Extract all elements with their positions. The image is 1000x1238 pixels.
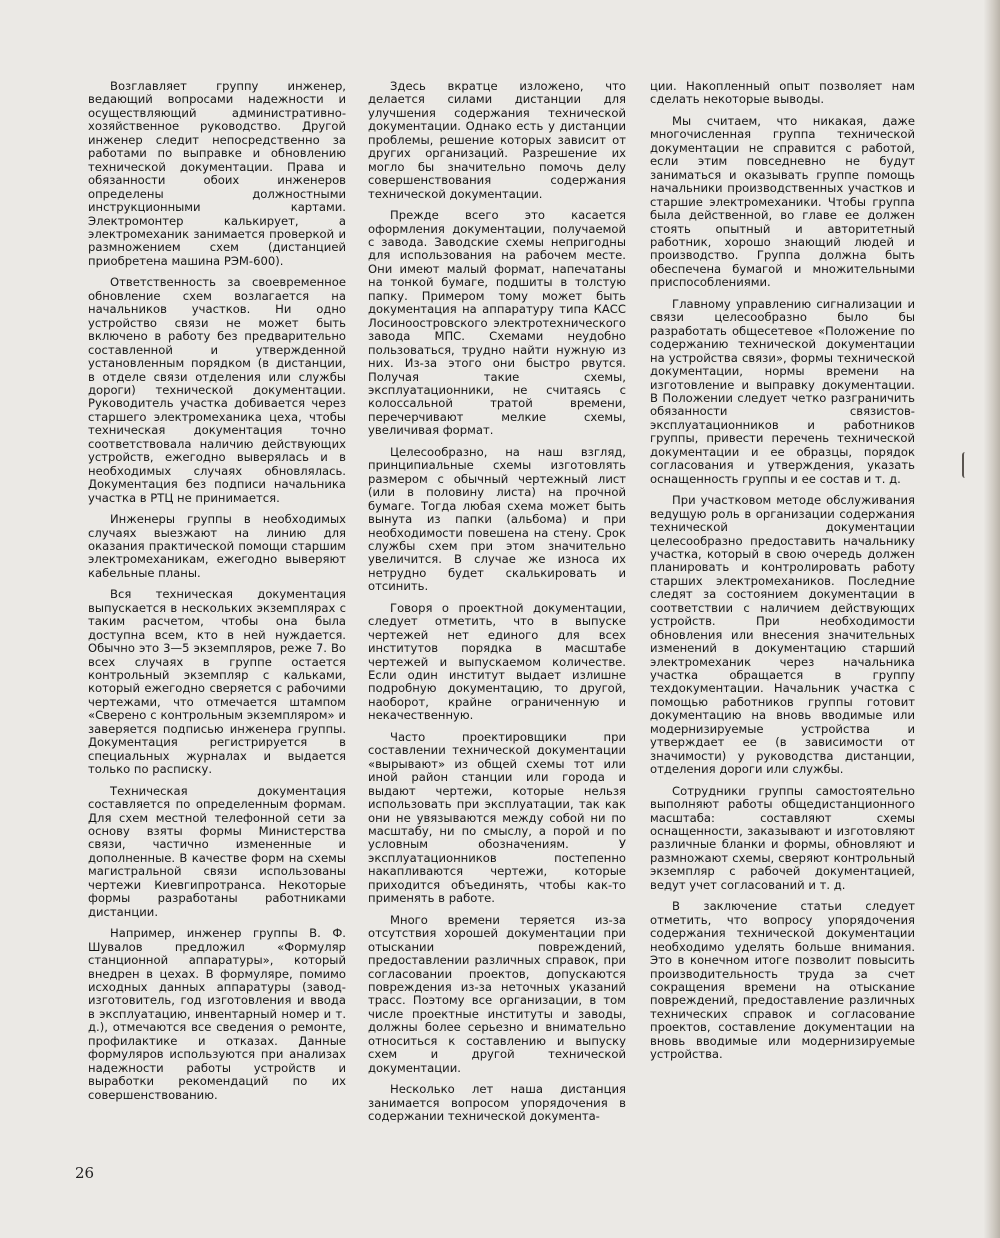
paragraph-continuation: ции. Накопленный опыт позволяет нам сделать некоторые выводы. (650, 79, 915, 107)
text-column-right (650, 80, 915, 1070)
binding-mark (962, 452, 969, 478)
paragraph: Например, инженер группы В. Ф. Шувалов предложил «Формуляр станционной аппаратуры», который внедрен в цехах. В формуляре, помимо исходных данных аппаратуры (завод-изготовитель, год изготовления и ввода в эксплуатацию, инвентарный номер и т. д.), отмечаются все сведения о ремонте, профилактике и отказах. Данные формуляров используются при анализах надежности работы устройств и выработки рекомендаций по их совершенствованию. (88, 926, 346, 1102)
paragraph: Сотрудники группы самостоятельно выполняют работы общедистанционного масштаба: составляют схемы оснащенности, заказывают и изготовляют различные бланки и формы, обновляют и размножают схемы, сверяют контрольный экземпляр с рабочей документацией, ведут учет согласований и т. д. (650, 783, 915, 892)
text-column-middle (368, 80, 626, 1132)
paragraph: Техническая документация составляется по определенным формам. Для схем местной телефонной сети за основу взяты формы Министерства связи, частично измененные и дополненные. В качестве форм на схемы магистральной связи использованы чертежи Киевгипротранса. Некоторые формы разработаны работниками дистанции. (88, 783, 346, 919)
page-number: 26 (75, 1164, 95, 1182)
paragraph: Мы считаем, что никакая, даже многочисленная группа технической документации не справится с работой, если этим повседневно не будут заниматься и оказывать группе помощь начальники производственных участков и старшие электромеханики. Чтобы группа была действенной, во главе ее должен стоять опытный и авторитетный работник, хорошо знающий людей и производство. Группа должна быть обеспечена бумагой и множительными приспособлениями. (650, 113, 915, 290)
paragraph: Много времени теряется из-за отсутствия хорошей документации при отыскании повреждений, предоставлении различных справок, при согласовании проектов, допускаются повреждения из-за неточных указаний трасс. Поэтому все организации, в том числе проектные институты и заводы, должны более серьезно и внимательно относиться к составлению и выпуску схем и другой технической документации. (368, 912, 626, 1075)
paragraph: Говоря о проектной документации, следует отметить, что в выпуске чертежей нет единого для всех институтов порядка в масштабе чертежей и выпускаемом количестве. Если один институт выдает излишне подробную документацию, то другой, наоборот, крайне ограниченную и некачественную. (368, 600, 626, 723)
paragraph: Прежде всего это касается оформления документации, получаемой с завода. Заводские схемы непригодны для использования на рабочем месте. Они имеют малый формат, напечатаны на тонкой бумаге, подшиты в толстую папку. Примером тому может быть документация на аппаратуру типа КАСС Лосиноостровского электротехнического завода МПС. Схемами неудобно пользоваться, трудно найти нужную из них. Из-за этого они быстро рвутся. Получая такие схемы, эксплуатационники, не считаясь с колоссальной тратой времени, перечерчивают мелкие схемы, увеличивая формат. (368, 208, 626, 438)
paragraph: Ответственность за своевременное обновление схем возлагается на начальников участков. Ни одно устройство связи не может быть включено в работу без предварительно составленной и утвержденной установленным порядком (в дистанции, в отделе связи отделения или службы дороги) технической документации. Руководитель участка добивается через старшего электромеханика цеха, чтобы техническая документация точно соответствовала наличию действующих устройств, ежегодно выверялась и в необходимых случаях обновлялась. Документация без подписи начальника участка в РТЦ не принимается. (88, 275, 346, 505)
paragraph: Несколько лет наша дистанция занимается вопросом упорядочения в содержании технической документа- (368, 1082, 626, 1124)
paragraph: Часто проектировщики при составлении технической документации «вырывают» из общей схемы тот или иной район станции или города и выдают чертежи, которые нельзя использовать при эксплуатации, так как они не увязываются между собой ни по масштабу, ни по смыслу, а порой и по условным обозначениям. У эксплуатационников постепенно накапливаются чертежи, которые приходится объединять, чтобы как-то применять в работе. (368, 729, 626, 906)
text-column-left (88, 80, 346, 1110)
paragraph: Целесообразно, на наш взгляд, принципиальные схемы изготовлять размером с обычный чертежный лист (или в половину листа) на прочной бумаге. Тогда любая схема может быть вынута из папки (альбома) и при необходимости повешена на стену. Срок службы схем при этом значительно увеличится. В случае же износа их нетрудно будет скалькировать и отсинить. (368, 444, 626, 594)
paragraph: Вся техническая документация выпускается в нескольких экземплярах с таким расчетом, чтобы она была доступна всем, кто в ней нуждается. Обычно это 3—5 экземпляров, реже 7. Во всех случаях в группе остается контрольный экземпляр с кальками, который ежегодно сверяется с рабочими чертежами, что отмечается штампом «Сверено с контрольным экземпляром» и заверяется подписью инженера группы. Документация регистрируется в специальных журналах и выдается только по расписку. (88, 587, 346, 777)
paragraph: В заключение статьи следует отметить, что вопросу упорядочения содержания технической документации необходимо уделять больше внимания. Это в конечном итоге позволит повысить производительность труда за счет сокращения времени на отыскание повреждений, предоставление различных технических справок и согласование проектов, составление документации на вновь вводимые или модернизируемые устройства. (650, 899, 915, 1062)
paragraph: Здесь вкратце изложено, что делается силами дистанции для улучшения содержания технической документации. Однако есть у дистанции проблемы, решение которых зависит от других организаций. Разрешение их могло бы значительно помочь делу совершенствования содержания технической документации. (368, 79, 626, 201)
paragraph: Инженеры группы в необходимых случаях выезжают на линию для оказания практической помощи старшим электромеханикам, ежегодно выверяют кабельные планы. (88, 512, 346, 580)
paragraph: Возглавляет группу инженер, ведающий вопросами надежности и осуществляющий административно-хозяйственное руководство. Другой инженер следит непосредственно за работами по выправке и обновлению технической документации. Права и обязанности обоих инженеров определены должностными инструкционными картами. Электромонтер калькирует, а электромеханик занимается проверкой и размножением схем (дистанцией приобретена машина РЭМ-600). (88, 79, 346, 268)
paragraph: Главному управлению сигнализации и связи целесообразно было бы разработать общесетевое «Положение по содержанию технической документации на устройства связи», формы технической документации, нормы времени на изготовление и выправку документации. В Положении следует четко разграничить обязанности связистов-эксплуатационников и работников группы, привести перечень технической документации и ее образцы, порядок согласования и утверждения, указать оснащенность группы и ее состав и т. д. (650, 296, 915, 486)
page-edge-shadow (984, 0, 1000, 1238)
paragraph: При участковом методе обслуживания ведущую роль в организации содержания технической документации целесообразно предоставить начальнику участка, который в свою очередь должен планировать и контролировать работу старших электромехаников. Последние следят за состоянием документации в соответствии с наличием действующих устройств. При необходимости обновления или внесения значительных изменений в документацию старший электромеханик через начальника участка обращается в группу техдокументации. Начальник участка с помощью работников группы готовит документацию на вновь вводимые или модернизируемые устройства и утверждает ее (в зависимости от значимости) у руководства дистанции, отделения дороги или службы. (650, 493, 915, 777)
